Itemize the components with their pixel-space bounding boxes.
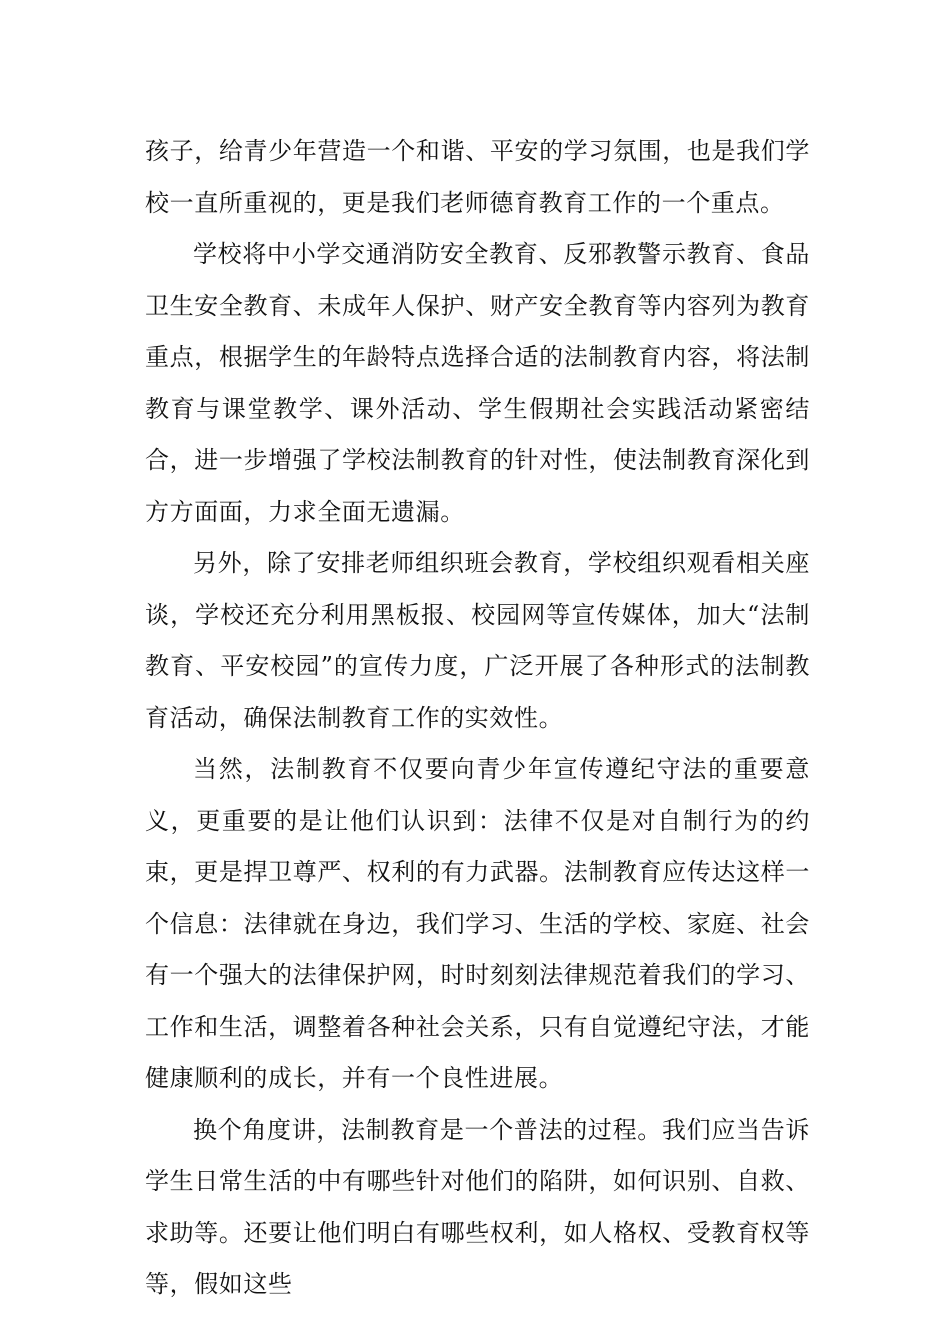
- paragraph-continuation: 孩子，给青少年营造一个和谐、平安的学习氛围，也是我们学校一直所重视的，更是我们老师德育教育工作的一个重点。: [145, 137, 810, 217]
- paragraph-publicity: 另外，除了安排老师组织班会教育，学校组织观看相关座谈，学校还充分利用黑板报、校园网等宣传媒体，加大“法制教育、平安校园”的宣传力度，广泛开展了各种形式的法制教育活动，确保法制教育工作的实效性。: [145, 549, 810, 732]
- paragraph-legal-popularization: 换个角度讲，法制教育是一个普法的过程。我们应当告诉学生日常生活的中有哪些针对他们的陷阱，如何识别、自救、求助等。还要让他们明白有哪些权利，如人格权、受教育权等等，假如这些: [145, 1115, 810, 1298]
- paragraph-law-awareness: 当然，法制教育不仅要向青少年宣传遵纪守法的重要意义，更重要的是让他们认识到：法律不仅是对自制行为的约束，更是捍卫尊严、权利的有力武器。法制教育应传达这样一个信息：法律就在身边，我们学习、生活的学校、家庭、社会有一个强大的法律保护网，时时刻刻法律规范着我们的学习、工作和生活，调整着各种社会关系，只有自觉遵纪守法，才能健康顺利的成长，并有一个良性进展。: [145, 755, 810, 1092]
- document-body: [145, 126, 810, 1311]
- paragraph-safety-education: 学校将中小学交通消防安全教育、反邪教警示教育、食品卫生安全教育、未成年人保护、财产安全教育等内容列为教育重点，根据学生的年龄特点选择合适的法制教育内容，将法制教育与课堂教学、课外活动、学生假期社会实践活动紧密结合，进一步增强了学校法制教育的针对性，使法制教育深化到方方面面，力求全面无遗漏。: [145, 240, 810, 526]
